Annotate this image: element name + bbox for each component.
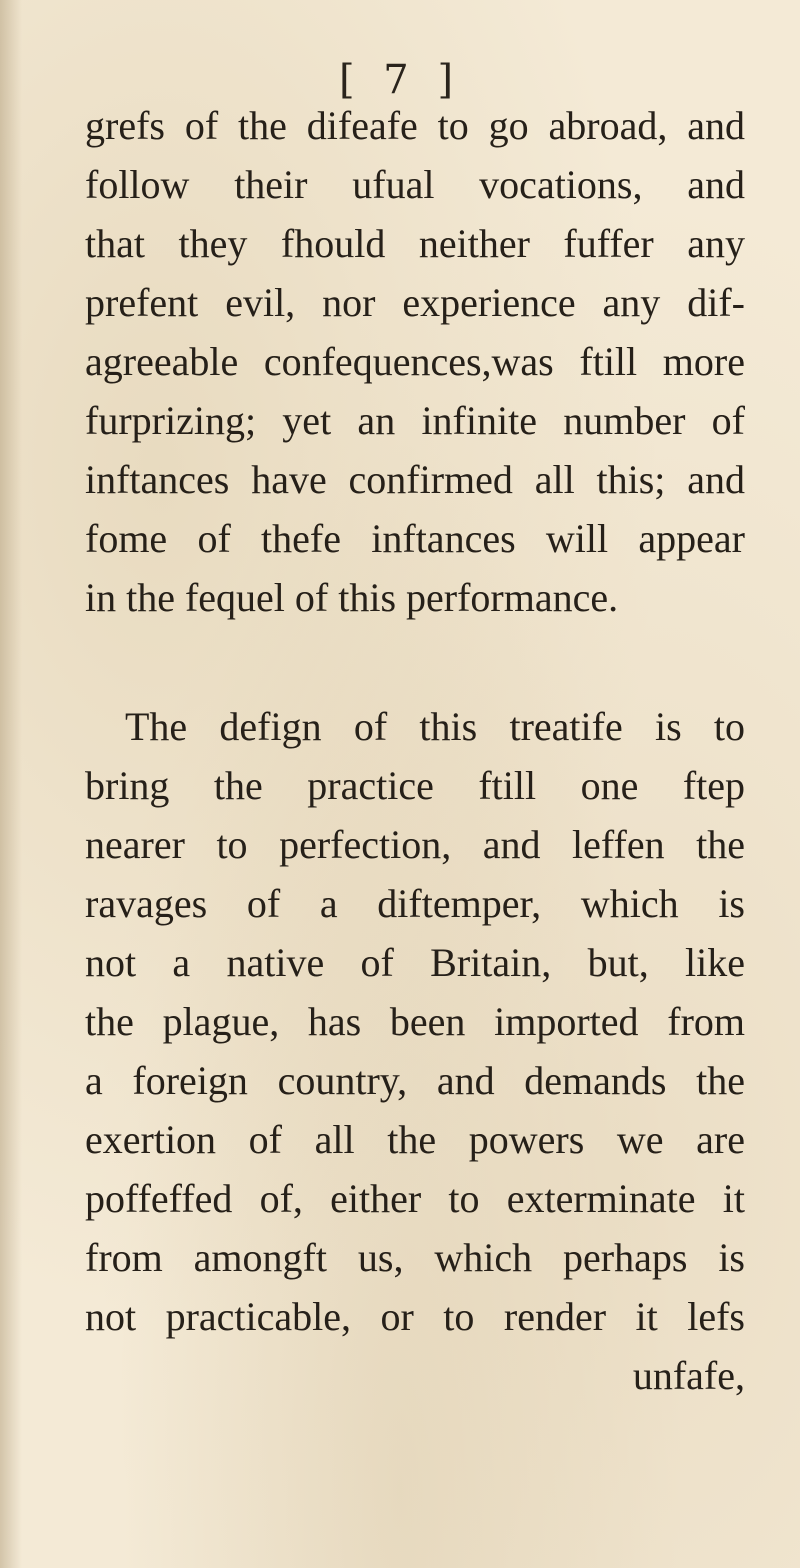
body-text: [85, 96, 745, 1405]
text-line: inftances have confirmed all this; and: [85, 457, 745, 502]
text-line: poffeffed of, either to exterminate it: [85, 1176, 745, 1221]
text-line: that they fhould neither fuffer any: [85, 221, 745, 266]
paragraph-2: [85, 697, 745, 1346]
text-line: exertion of all the powers we are: [85, 1117, 745, 1162]
paragraph-gap: [85, 627, 745, 697]
text-line: in the fequel of this performance.: [85, 575, 619, 620]
text-line: The defign of this treatife is to: [125, 704, 745, 749]
text-line: furprizing; yet an infinite number of: [85, 398, 745, 443]
text-line: agreeable confequences,was ftill more: [85, 339, 745, 384]
text-line: not practicable, or to render it lefs: [85, 1294, 745, 1339]
text-line: a foreign country, and demands the: [85, 1058, 745, 1103]
text-line: grefs of the difeafe to go abroad, and: [85, 103, 745, 148]
text-line: fome of thefe inftances will appear: [85, 516, 745, 561]
catchword: unfafe,: [632, 1353, 745, 1398]
text-line: follow their ufual vocations, and: [85, 162, 745, 207]
page-number-header: [ 7 ]: [338, 57, 462, 103]
text-line: from amongft us, which perhaps is: [85, 1235, 745, 1280]
text-line: prefent evil, nor experience any dif-: [85, 280, 745, 325]
text-line: not a native of Britain, but, like: [85, 940, 745, 985]
text-line: nearer to perfection, and leffen the: [85, 822, 745, 867]
text-line: ravages of a diftemper, which is: [85, 881, 745, 926]
text-line: bring the practice ftill one ftep: [85, 763, 745, 808]
page-binding-shadow: [0, 0, 22, 1568]
paragraph-1: [85, 96, 745, 627]
text-line: the plague, has been imported from: [85, 999, 745, 1044]
